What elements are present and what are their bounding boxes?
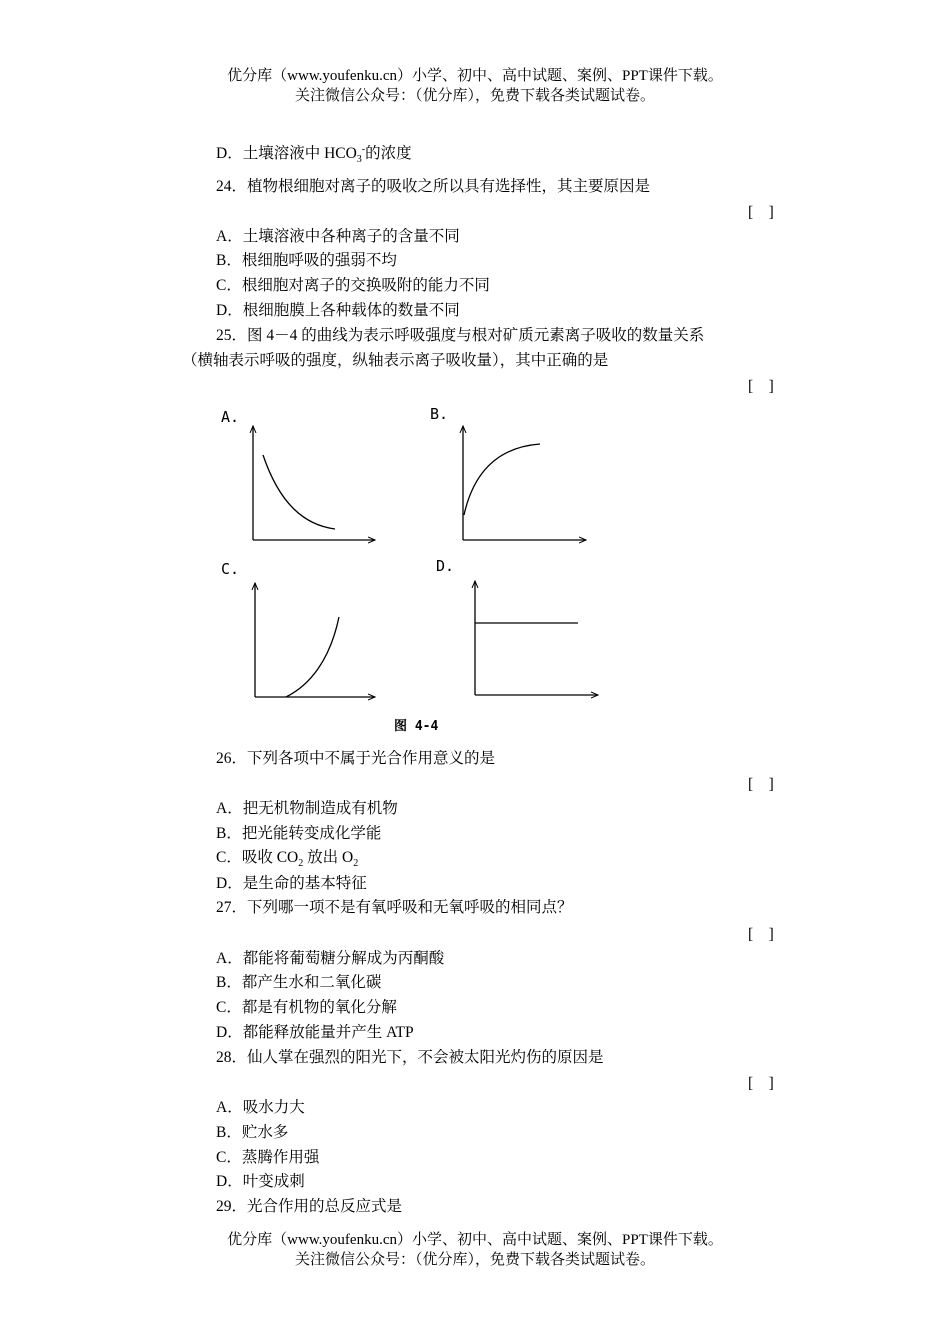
q26-option-b: B．把光能转变成化学能 bbox=[216, 825, 382, 842]
footer-line-2: 关注微信公众号：（优分库），免费下载各类试题试卷。 bbox=[294, 1252, 655, 1268]
q24-option-b: B．根细胞呼吸的强弱不均 bbox=[216, 252, 397, 269]
graph-a-curve bbox=[263, 455, 335, 529]
q26-option-d: D．是生命的基本特征 bbox=[216, 875, 367, 892]
q27-option-a: A．都能将葡萄糖分解成为丙酮酸 bbox=[216, 950, 445, 967]
q24-option-a: A．土壤溶液中各种离子的含量不同 bbox=[216, 228, 460, 245]
q28-answer-bracket: [ ] bbox=[748, 1075, 774, 1092]
q27-option-b: B．都产生水和二氧化碳 bbox=[216, 974, 382, 991]
q28-option-a: A．吸水力大 bbox=[216, 1099, 305, 1116]
graph-c-label: C. bbox=[221, 560, 240, 578]
graph-a bbox=[253, 426, 375, 540]
q28-option-c: C．蒸腾作用强 bbox=[216, 1149, 320, 1166]
q23-option-d: D．土壤溶液中 $HCO_3^-$的浓度 bbox=[216, 144, 412, 165]
q24-stem: 24．植物根细胞对离子的吸收之所以具有选择性，其主要原因是 bbox=[216, 178, 651, 195]
graph-b-label: B. bbox=[430, 405, 449, 423]
page-footer bbox=[0, 1230, 950, 1270]
q24-option-c: C．根细胞对离子的交换吸附的能力不同 bbox=[216, 277, 490, 294]
q24-option-d: D．根细胞膜上各种载体的数量不同 bbox=[216, 302, 460, 319]
q25-stem-line-1: 25．图 4－4 的曲线为表示呼吸强度与根对矿质元素离子吸收的数量关系 bbox=[216, 327, 705, 344]
q28-stem: 28．仙人掌在强烈的阳光下，不会被太阳光灼伤的原因是 bbox=[216, 1049, 604, 1066]
q27-option-d: D．都能释放能量并产生 ATP bbox=[216, 1024, 414, 1041]
graph-c bbox=[255, 583, 375, 697]
q26-stem: 26．下列各项中不属于光合作用意义的是 bbox=[216, 750, 496, 767]
graph-d-label: D. bbox=[436, 557, 455, 575]
q28-option-b: B．贮水多 bbox=[216, 1124, 289, 1141]
q26-option-c: C．吸收 $CO_2$ 放出 $O_2$ bbox=[216, 849, 359, 869]
q28-option-d: D．叶变成刺 bbox=[216, 1173, 305, 1190]
graph-b-curve bbox=[464, 444, 540, 515]
figure-caption: 图 4-4 bbox=[394, 719, 439, 734]
q24-answer-bracket: [ ] bbox=[748, 204, 774, 221]
header-line-2: 关注微信公众号：（优分库），免费下载各类试题试卷。 bbox=[294, 88, 655, 104]
q27-option-c: C．都是有机物的氧化分解 bbox=[216, 999, 397, 1016]
q25-stem-line-2: （横轴表示呼吸的强度，纵轴表示离子吸收量），其中正确的是 bbox=[182, 352, 609, 369]
q25-answer-bracket: [ ] bbox=[748, 378, 774, 395]
footer-line-1: 优分库（www.youfenku.cn）小学、初中、高中试题、案例、PPT课件下载。 bbox=[227, 1232, 723, 1248]
graph-b bbox=[463, 426, 586, 540]
q27-stem: 27．下列哪一项不是有氧呼吸和无氧呼吸的相同点？ bbox=[216, 899, 573, 916]
graph-c-curve bbox=[286, 617, 339, 697]
q29-stem: 29．光合作用的总反应式是 bbox=[216, 1198, 403, 1215]
q26-option-a: A．把无机物制造成有机物 bbox=[216, 800, 398, 817]
q27-answer-bracket: [ ] bbox=[748, 926, 774, 943]
graph-a-label: A. bbox=[221, 408, 240, 426]
header-line-1: 优分库（www.youfenku.cn）小学、初中、高中试题、案例、PPT课件下载。 bbox=[227, 68, 723, 84]
graph-d bbox=[475, 581, 598, 695]
q26-answer-bracket: [ ] bbox=[748, 776, 774, 793]
